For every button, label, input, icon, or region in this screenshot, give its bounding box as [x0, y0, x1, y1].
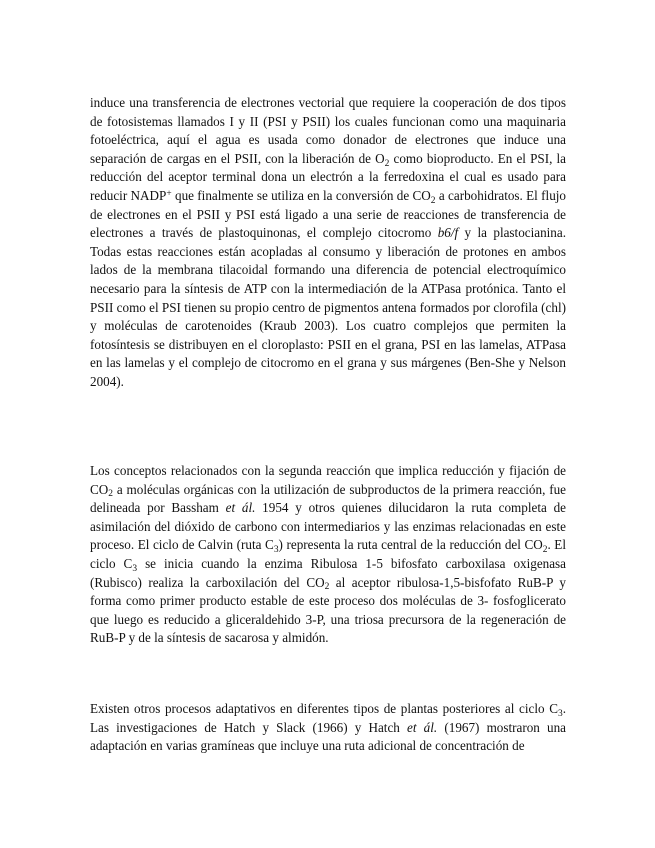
subscript: 2: [384, 158, 390, 169]
text-run: se inicia cuando la enzima Ribulosa 1-5 bifosfato carboxilasa oxigenasa (Rubisco) realiza la carboxilación del CO: [90, 555, 567, 590]
paragraph-adaptive-processes: [90, 700, 566, 756]
subscript: 3: [132, 563, 138, 574]
text-run: a carbohidratos. El flujo de electrones en el PSII y PSI está ligado a una serie de reacciones de transferencia de electrones a través de plastoquinonas, el complejo citocromo: [90, 187, 566, 241]
text-run: induce una transferencia de electrones vectorial que requiere la cooperación de dos tipos de fotosistemas llamados I y II (PSI y PSII) los cuales funcionan como una maquinaria fotoeléctrica, aquí el agua es usada como donador de electrones que induce una separación de cargas en el PSII, con la liberación de O: [90, 95, 566, 166]
text-run: (1967) mostraron una adaptación en varias gramíneas que incluye una ruta adicional de concentración de: [90, 719, 566, 754]
paragraph-photosystems: [90, 94, 566, 392]
text-run: . Las investigaciones de Hatch y Slack (1966) y Hatch: [90, 701, 566, 735]
superscript: +: [166, 188, 172, 199]
text-run: a moléculas orgánicas con la utilización de subproductos de la primera reacción, fue delineada por Bassham: [90, 481, 566, 516]
text-run: ) representa la ruta central de la reducción del CO: [278, 537, 543, 553]
subscript: 2: [108, 489, 113, 500]
text-run: que finalmente se utiliza en la conversión de CO: [171, 187, 431, 203]
text-run: al aceptor ribulosa-1,5-bisfofato RuB-P y forma como primer producto estable de este proceso dos moléculas de 3- fosfoglicerato que luego es reducido a gliceraldehido 3-P, una triosa precursora de la regeneración de RuB-P y de la síntesis de sacarosa y almidón.: [90, 574, 566, 646]
italic-text: et ál.: [225, 500, 256, 516]
subscript: 2: [542, 545, 548, 556]
text-run: como bioproducto. En el PSI, la reducción del aceptor terminal dona un electrón a la ferredoxina el cual es usado para reducir NADP: [90, 150, 566, 203]
text-run: y la plastocianina. Todas estas reacciones están acopladas al consumo y liberación de protones en ambos lados de la membrana tilacoidal formando una diferencia de potencial electroquímico necesario para la síntesis de ATP con la intermediación de la ATPasa protónica. Tanto el PSII como el PSI tienen su propio centro de pigmentos antena formados por clorofila (chl) y moléculas de carotenoides (Kraub 2003). Los cuatro complejos que permiten la fotosíntesis se distribuyen en el cloroplasto: PSII en el grana, PSI en las lamelas, ATPasa en las lamelas y el complejo de citocromo en el grana y sus márgenes (Ben-She y Nelson 2004).: [90, 225, 566, 389]
text-run: Existen otros procesos adaptativos en diferentes tipos de plantas posteriores al ciclo C: [90, 701, 558, 716]
paragraph-calvin-cycle: [90, 462, 566, 648]
text-run: 1954 y otros quienes dilucidaron la ruta completa de asimilación del dióxido de carbono con intermediarios y las enzimas relacionadas en este proceso. El ciclo de Calvin (ruta C: [90, 500, 566, 553]
subscript: 2: [324, 582, 330, 593]
text-run: Los conceptos relacionados con la segunda reacción que implica reducción y fijación de CO: [90, 463, 566, 497]
subscript: 2: [430, 195, 436, 206]
subscript: 3: [273, 545, 279, 556]
subscript: 3: [557, 708, 563, 719]
italic-text: et ál.: [407, 719, 438, 735]
italic-text: b6/f: [437, 225, 459, 241]
text-run: . El ciclo C: [90, 537, 566, 571]
